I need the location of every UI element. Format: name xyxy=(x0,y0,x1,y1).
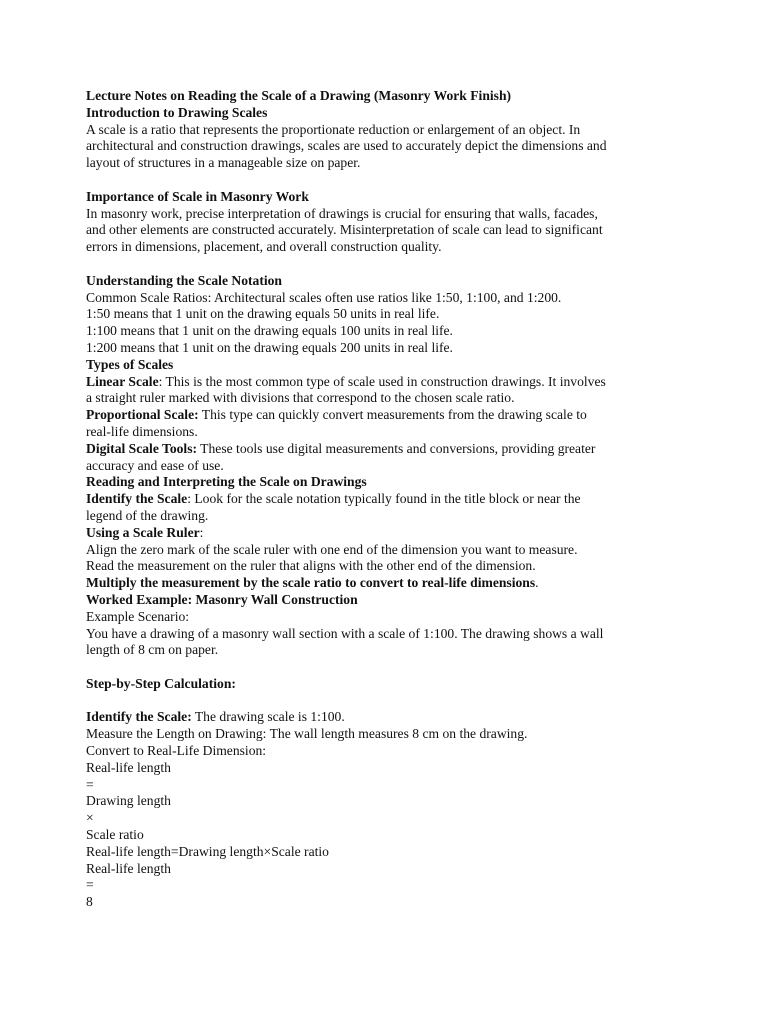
proportional-scale-text: This type can quickly convert measurements from the drawing scale to xyxy=(198,407,587,423)
steps-line: Real-life length xyxy=(86,860,171,876)
digital-scale-text: These tools use digital measurements and conversions, providing greater xyxy=(197,440,596,456)
proportional-scale-line: real-life dimensions. xyxy=(86,423,198,439)
linear-scale-line: a straight ruler marked with divisions that correspond to the chosen scale ratio. xyxy=(86,390,515,406)
importance-heading: Importance of Scale in Masonry Work xyxy=(86,188,309,204)
paragraph-gap xyxy=(86,256,686,273)
scale-ruler-step: Align the zero mark of the scale ruler with one end of the dimension you want to measure. xyxy=(86,541,578,557)
proportional-scale-line xyxy=(86,407,686,424)
intro-paragraph-line: A scale is a ratio that represents the proportionate reduction or enlargement of an object. In xyxy=(86,121,581,137)
linear-scale-term: Linear Scale xyxy=(86,373,159,389)
intro-paragraph-line: layout of structures in a manageable size on paper. xyxy=(86,155,361,171)
steps-identify-line xyxy=(86,709,686,726)
types-heading: Types of Scales xyxy=(86,356,174,372)
linear-scale-line xyxy=(86,374,686,391)
identify-scale-text: : Look for the scale notation typically found in the title block or near the xyxy=(187,491,581,507)
example-paragraph-line: You have a drawing of a masonry wall section with a scale of 1:100. The drawing shows a wall xyxy=(86,625,604,641)
identify-scale-line xyxy=(86,491,686,508)
steps-line: Scale ratio xyxy=(86,827,144,843)
notation-line: 1:200 means that 1 unit on the drawing equals 200 units in real life. xyxy=(86,339,453,355)
steps-line: × xyxy=(86,810,94,826)
document-title: Lecture Notes on Reading the Scale of a Drawing (Masonry Work Finish) xyxy=(86,88,512,103)
example-paragraph-line: length of 8 cm on paper. xyxy=(86,642,219,658)
digital-scale-term: Digital Scale Tools: xyxy=(86,440,198,456)
multiply-line xyxy=(86,575,686,592)
multiply-term: Multiply the measurement by the scale ratio to convert to real-life dimensions xyxy=(86,575,536,591)
scale-ruler-suffix: : xyxy=(199,524,204,540)
multiply-suffix: . xyxy=(535,575,539,591)
notation-line: Common Scale Ratios: Architectural scales often use ratios like 1:50, 1:100, and 1:200. xyxy=(86,289,562,305)
steps-line: Drawing length xyxy=(86,793,171,809)
steps-line: 8 xyxy=(86,894,93,910)
steps-line: = xyxy=(86,776,94,792)
document-page xyxy=(86,88,686,911)
digital-scale-line xyxy=(86,441,686,458)
importance-paragraph-line: In masonry work, precise interpretation of drawings is crucial for ensuring that walls, facades, xyxy=(86,205,598,221)
steps-identify-text: The drawing scale is 1:100. xyxy=(191,709,345,725)
notation-heading: Understanding the Scale Notation xyxy=(86,272,282,288)
scale-ruler-step: Read the measurement on the ruler that aligns with the other end of the dimension. xyxy=(86,558,536,574)
example-heading: Worked Example: Masonry Wall Construction xyxy=(86,591,358,607)
steps-line: = xyxy=(86,877,94,893)
paragraph-gap xyxy=(86,659,686,676)
notation-line: 1:100 means that 1 unit on the drawing equals 100 units in real life. xyxy=(86,323,453,339)
paragraph-gap xyxy=(86,172,686,189)
scale-ruler-line xyxy=(86,525,686,542)
steps-line: Convert to Real-Life Dimension: xyxy=(86,743,267,759)
identify-scale-term: Identify the Scale xyxy=(86,491,188,507)
importance-paragraph-line: and other elements are constructed accurately. Misinterpretation of scale can lead to significant xyxy=(86,222,603,238)
digital-scale-line: accuracy and ease of use. xyxy=(86,457,224,473)
notation-line: 1:50 means that 1 unit on the drawing equals 50 units in real life. xyxy=(86,306,440,322)
reading-heading: Reading and Interpreting the Scale on Drawings xyxy=(86,474,367,490)
steps-line: Measure the Length on Drawing: The wall length measures 8 cm on the drawing. xyxy=(86,726,528,742)
intro-paragraph-line: architectural and construction drawings, scales are used to accurately depict the dimensions and xyxy=(86,138,607,154)
proportional-scale-term: Proportional Scale: xyxy=(86,407,199,423)
scale-ruler-term: Using a Scale Ruler xyxy=(86,524,200,540)
steps-identify-term: Identify the Scale: xyxy=(86,709,192,725)
intro-heading: Introduction to Drawing Scales xyxy=(86,104,268,120)
steps-line: Real-life length xyxy=(86,759,171,775)
steps-line: Real-life length=Drawing length×Scale ratio xyxy=(86,843,329,859)
linear-scale-text: : This is the most common type of scale used in construction drawings. It involves xyxy=(158,373,606,389)
example-scenario-label: Example Scenario: xyxy=(86,608,190,624)
paragraph-gap xyxy=(86,693,686,710)
steps-heading: Step-by-Step Calculation: xyxy=(86,675,236,691)
identify-scale-line: legend of the drawing. xyxy=(86,507,209,523)
importance-paragraph-line: errors in dimensions, placement, and overall construction quality. xyxy=(86,239,442,255)
